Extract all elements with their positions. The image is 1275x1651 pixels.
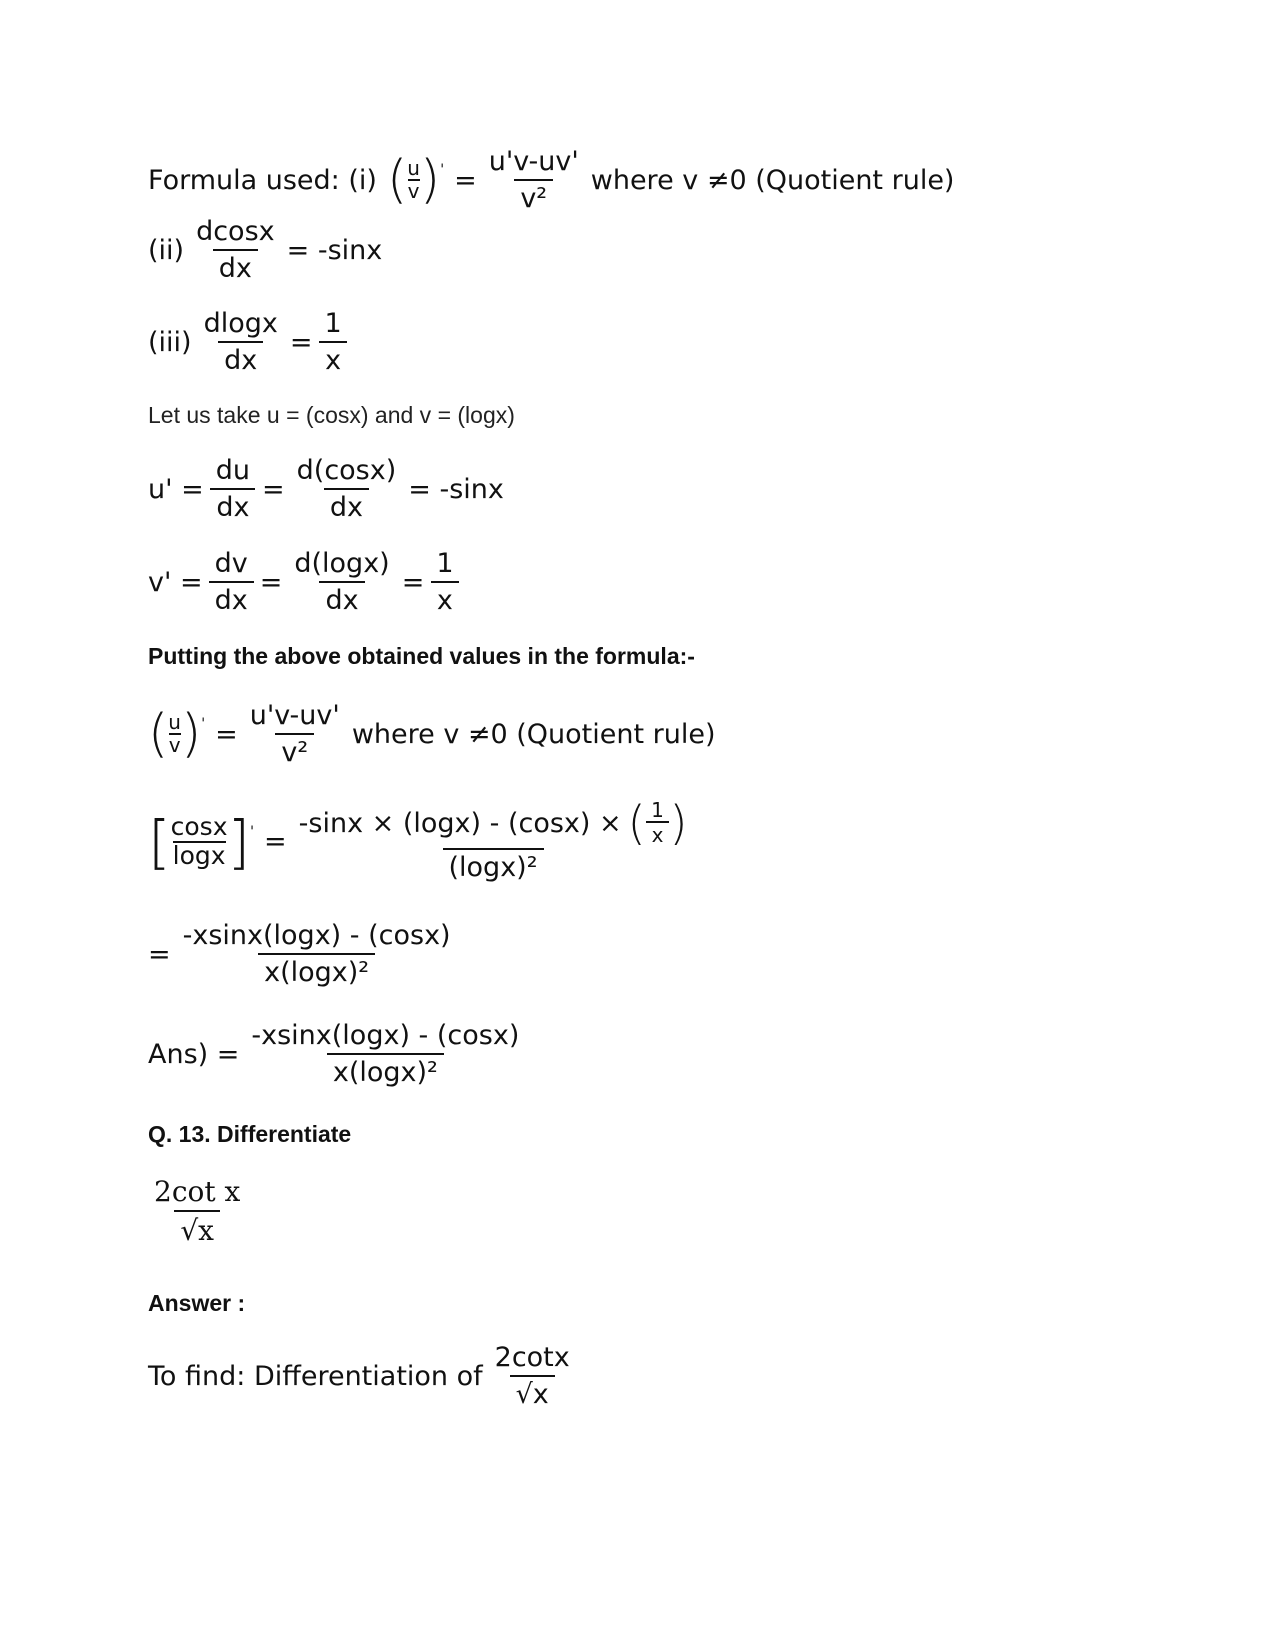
- question-13-title: Q. 13. Differentiate: [148, 1121, 352, 1147]
- answer-label: Answer :: [148, 1290, 246, 1316]
- question-13-expression: $\frac{\text{2cot x}}{√x}$: [154, 1175, 241, 1247]
- formula-label: Formula used: (i): [148, 164, 377, 196]
- answer-line: Ans) = $\frac{-xsinx(\log x) - (\cos x)}{\text{x(logx)²}}$: [148, 1020, 520, 1088]
- formula-used-ii: (ii) $\frac{dcosx}{dx}$ = -sinx: [148, 216, 383, 284]
- formula-repeat: ( u v ) ' = $\frac{u'v-uv'}{\text{v²}}$ where v ≠0 (Quotient rule): [148, 700, 716, 768]
- u-over-v: u v: [407, 156, 420, 203]
- step-2: = $\frac{-xsinx(\log x) - (\cos x)}{\text{x(logx)²}}$: [148, 920, 451, 988]
- u-prime-line: u' = $\frac{du}{dx}$ = $\frac{d(\cos x)}{dx}$ = -sinx: [148, 455, 504, 523]
- let-statement: Let us take u = (cosx) and v = (logx): [148, 402, 515, 428]
- to-find-line: To find: Differentiation of $\frac{2\cot x}{√x}$: [148, 1342, 570, 1410]
- quotient-rule-fraction: $\frac{u'v-uv'}{\text{v²}}$: [488, 146, 579, 214]
- formula-used-iii: (iii) $\frac{dlogx}{dx}$ = $\frac{1}{x}$: [148, 308, 354, 376]
- putting-heading: Putting the above obtained values in the formula:-: [148, 643, 695, 669]
- v-prime-line: v' = $\frac{dv}{dx}$ = $\frac{d(\log x)}{dx}$ = $\frac{1}{x}$: [148, 548, 466, 616]
- quotient-rule-note: where v ≠0 (Quotient rule): [590, 164, 955, 196]
- formula-used-i: Formula used: (i) ( u v ) ' = $\frac{u'v-uv'}{\text{v²}}$ where v ≠0 (Quotient rule): [148, 146, 955, 214]
- step-1: [ cosx logx ] ' = -sinx × (logx) - (cosx) × ( 1 x ) (logx)²: [148, 796, 688, 883]
